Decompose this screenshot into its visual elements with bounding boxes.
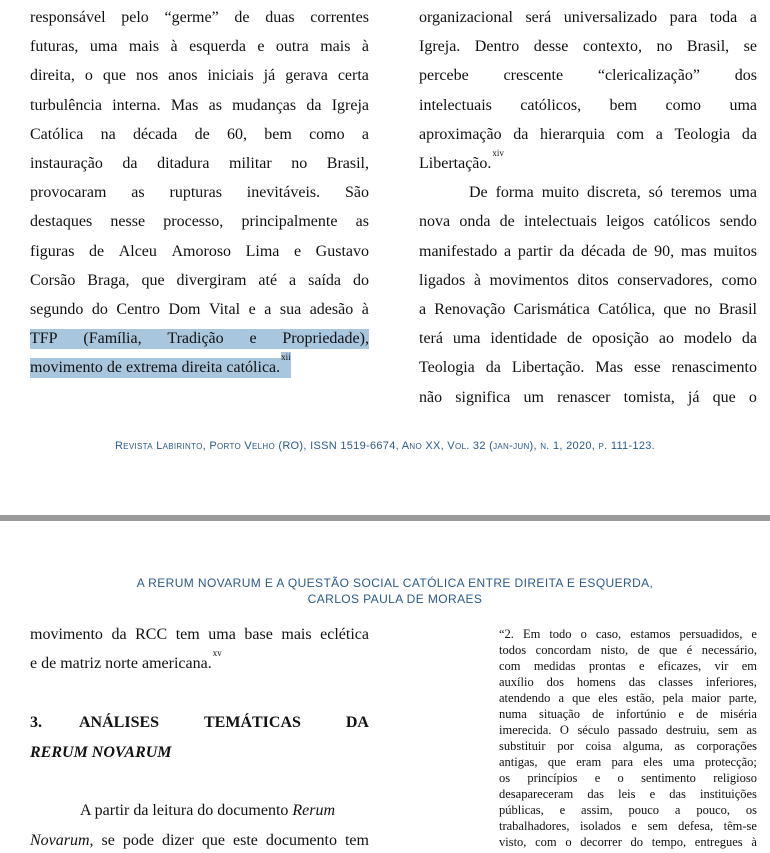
quote-line: com medidas prontas e eficazes, vir em <box>499 659 757 673</box>
text-line: turbulência interna. Mas as mudanças da Igreja <box>30 96 369 114</box>
text-line: provocaram as rupturas inevitáveis. São <box>30 184 369 202</box>
footnote-marker: xiv <box>492 147 504 158</box>
text-line: e de matriz norte americana.$^{xv}$ <box>30 647 222 672</box>
text-line: ligados à movimentos ditos conservadores, como <box>419 271 757 289</box>
text-line: movimento de extrema direita católica.$^{xii}$ <box>30 352 291 377</box>
running-head <box>0 575 770 607</box>
running-head-author: CARLOS PAULA DE MORAES <box>307 592 483 606</box>
text-line: De forma muito discreta, só teremos uma <box>469 184 757 202</box>
running-head-title: A RERUM NOVARUM E A QUESTÃO SOCIAL CATÓLICA ENTRE DIREITA E ESQUERDA, <box>136 576 654 590</box>
quote-line: desapareceram das leis e das instituições <box>499 787 757 801</box>
quote-line: numa situação de infortúnio e de miséria <box>499 707 757 721</box>
text-line: Igreja. Dentro desse contexto, no Brasil, se <box>419 38 757 56</box>
text-line: percebe crescente “clericalização” dos <box>419 67 757 85</box>
quote-line: “2. Em todo o caso, estamos persuadidos, e <box>499 627 757 641</box>
text-line: a Renovação Carismática Católica, que no Brasil <box>419 301 757 318</box>
section-title-italic: RERUM NOVARUM <box>30 744 172 761</box>
text-line: TFP (Família, Tradição e Propriedade), <box>30 330 369 348</box>
quote-line: imerecida. O século passado destruiu, sem as <box>499 723 757 737</box>
text-line: figuras de Alceu Amoroso Lima e Gustavo <box>30 242 369 260</box>
footnote-marker: xii <box>281 352 291 363</box>
text-line: intelectuais católicos, bem como uma <box>419 96 757 114</box>
text-line: nova onda de intelectuais leigos católicos sendo <box>419 213 757 231</box>
text-line: responsável pelo “germe” de duas correntes <box>30 9 369 26</box>
quote-line: trabalhadores, isolados e sem defesa, têm-se <box>499 819 757 833</box>
quote-line: os princípios e o sentimento religioso <box>499 771 757 785</box>
text-line: Católica na década de 60, bem como a <box>30 125 369 143</box>
page-bottom: A RERUM NOVARUM E A QUESTÃO SOCIAL CATÓLICA ENTRE DIREITA E ESQUERDA, CARLOS PAULA DE MORAES movimento da RCC tem uma base mais eclética e de matriz norte americana.$^{xv}$ 3. ANÁLISES TEMÁTICAS DA RERUM NOVARUM A partir da leitura do documento Rerum Novarum, se pode dizer que este documento tem “2. Em todo o caso, estamos persuadidos, e todos concordam nisto, de que é necessário, com medidas prontas e eficazes, vir em auxílio dos homens das classes inferiores, atendendo a que eles estão, pela maior parte, numa situação de infortúnio e de miséria imerecida. O século passado destruiu, sem as substituir por coisa alguma, as corporações antigas, que eram para eles uma protecção; os princípios e o sentimento religioso desapareceram das leis e das instituições públicas, e assim, pouco a pouco, os trabalhadores, isolados e sem defesa, têm-se visto, com o decorrer do tempo, entregues à <box>0 521 770 853</box>
quote-line: auxílio dos homens das classes inferiores, <box>499 675 757 689</box>
quote-line: visto, com o decorrer do tempo, entregues à <box>499 835 757 849</box>
text-line: Corsão Braga, que divergiram até a saída do <box>30 271 369 289</box>
text-line: não significa um renascer tomista, já que o <box>419 388 757 406</box>
text-line: direita, o que nos anos iniciais já gerava certa <box>30 67 369 85</box>
footnote-marker: xv <box>212 647 222 658</box>
quote-line: todos concordam nisto, de que é necessário, <box>499 643 757 657</box>
text-line: instauração da ditadura militar no Brasil, <box>30 155 369 172</box>
section-number: 3. <box>30 714 42 731</box>
quote-line: antigas, que eram para eles uma protecção; <box>499 755 757 769</box>
section-title-word: ANÁLISES <box>79 714 160 731</box>
section-title-word: TEMÁTICAS <box>204 714 301 731</box>
text-line: terá uma identidade de oposição ao modelo da <box>419 330 757 348</box>
text-line: manifestado a partir da década de 90, mas muitos <box>419 242 757 260</box>
block-quote <box>499 626 757 850</box>
journal-footer: Revista Labirinto, Porto Velho (RO), ISSN 1519-6674, Ano XX, Vol. 32 (jan-jun), n. 1, 2020, p. 111-123. <box>114 440 656 452</box>
text-line: futuras, uma mais à esquerda e outra mais à <box>30 38 369 56</box>
text-line: aproximação da hierarquia com a Teologia da <box>419 125 757 143</box>
text-line: segundo do Centro Dom Vital e a sua adesão à <box>30 301 369 318</box>
quote-line: substituir por coisa alguma, as corporações <box>499 739 757 753</box>
text-line: Libertação.$^{xiv}$ <box>419 147 504 172</box>
text-line: organizacional será universalizado para toda a <box>419 9 757 26</box>
section-title-word: DA <box>345 714 369 731</box>
text-line: destaques nesse processo, principalmente as <box>30 213 369 231</box>
section-heading <box>30 713 369 763</box>
quote-line: públicas, e assim, pouco a pouco, os <box>499 803 757 817</box>
quote-line: atendendo a que eles estão, pela maior parte, <box>499 691 757 705</box>
text-line: Teologia da Libertação. Mas esse renascimento <box>419 359 757 377</box>
text-line: movimento da RCC tem uma base mais eclética <box>30 626 369 643</box>
